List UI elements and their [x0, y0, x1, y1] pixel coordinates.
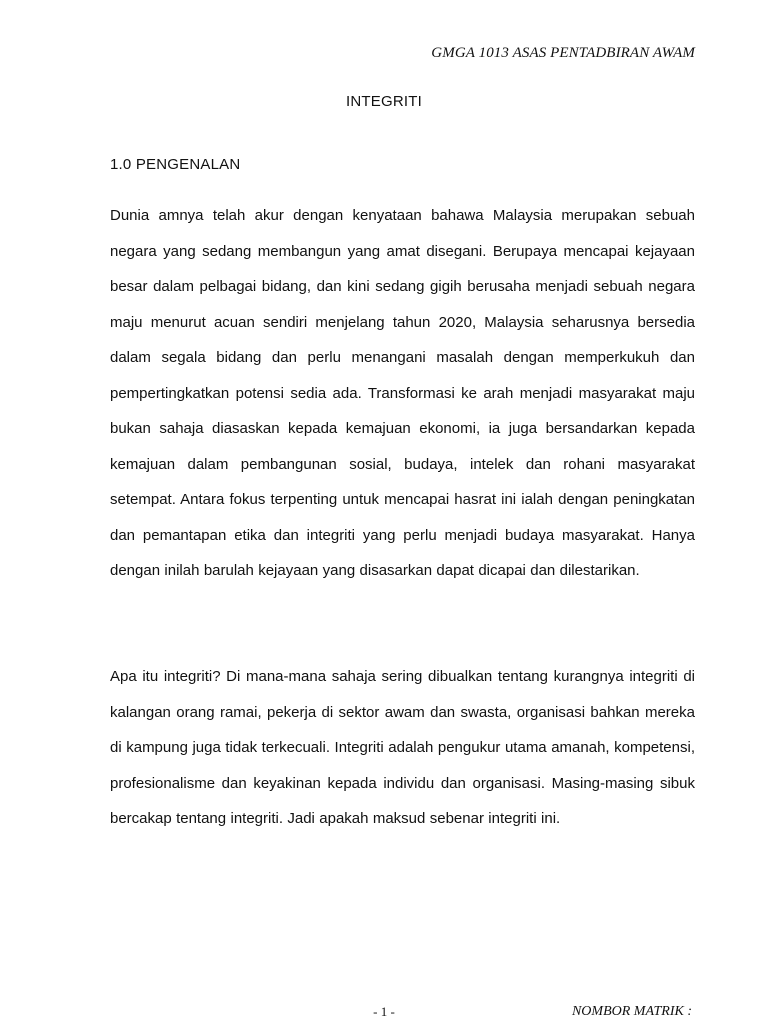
- course-header: GMGA 1013 ASAS PENTADBIRAN AWAM: [431, 45, 695, 61]
- document-title: INTEGRITI: [346, 93, 422, 110]
- section-heading: 1.0 PENGENALAN: [110, 156, 241, 173]
- integrity-question-paragraph: Apa itu integriti? Di mana-mana sahaja sering dibualkan tentang kurangnya integriti di kalangan orang ramai, pekerja di sektor awam dan swasta, organisasi bahkan mereka di kampung juga tidak terkecuali. Integriti adalah pengukur utama amanah, kompetensi, profesionalisme dan keyakinan kepada individu dan organisasi. Masing-masing sibuk bercakap tentang integriti. Jadi apakah maksud sebenar integriti ini.: [110, 668, 695, 827]
- matric-number-label: NOMBOR MATRIK :: [571, 1004, 692, 1019]
- introduction-paragraph: Dunia amnya telah akur dengan kenyataan bahawa Malaysia merupakan sebuah negara yang sedang membangun yang amat disegani. Berupaya mencapai kejayaan besar dalam pelbagai bidang, dan kini sedang gigih berusaha menjadi sebuah negara maju menurut acuan sendiri menjelang tahun 2020, Malaysia seharusnya bersedia dalam segala bidang dan perlu menangani masalah dengan memperkukuh dan pempertingkatkan potensi sedia ada. Transformasi ke arah menjadi masyarakat maju bukan sahaja diasaskan kepada kemajuan ekonomi, ia juga bersandarkan kepada kemajuan dalam pembangunan sosial, budaya, intelek dan rohani masyarakat setempat. Antara fokus terpenting untuk mencapai hasrat ini ialah dengan peningkatan dan pemantapan etika dan integriti yang perlu menjadi budaya masyarakat. Hanya dengan inilah barulah kejayaan yang disasarkan dapat dicapai dan dilestarikan.: [110, 207, 695, 579]
- page-number: - 1 -: [373, 1004, 395, 1019]
